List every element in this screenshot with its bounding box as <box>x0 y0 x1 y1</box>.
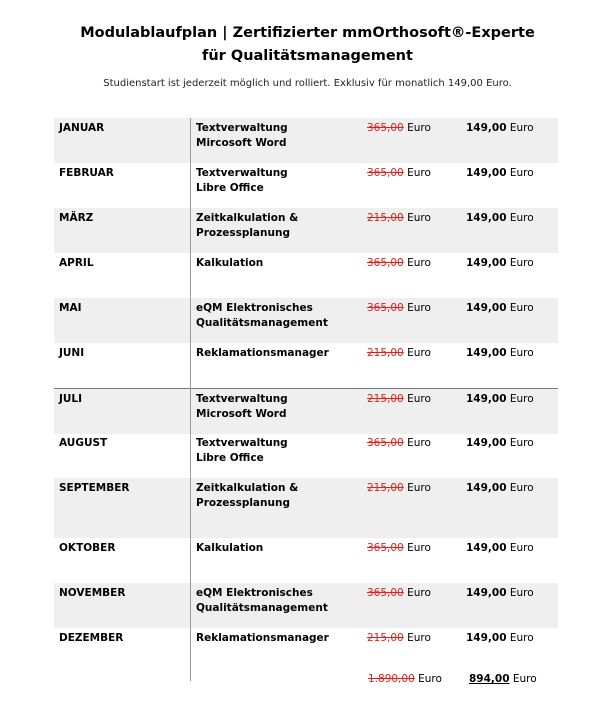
month-label: MAI <box>59 302 82 314</box>
module-line-1: Kalkulation <box>196 257 264 269</box>
new-price-value: 149,00 <box>466 122 507 134</box>
old-price-value: 365,00 <box>367 437 404 449</box>
old-price-currency: Euro <box>407 542 431 554</box>
old-price <box>367 481 431 496</box>
module-name <box>196 166 288 196</box>
module-name <box>196 631 329 646</box>
new-price-value: 149,00 <box>466 587 507 599</box>
module-line-1: Kalkulation <box>196 542 264 554</box>
page-title <box>0 22 615 68</box>
old-price <box>367 346 431 361</box>
module-line-1: Textverwaltung <box>196 437 288 449</box>
old-price <box>367 166 431 181</box>
old-price-value: 215,00 <box>367 632 404 644</box>
module-name <box>196 481 298 511</box>
new-price-value: 149,00 <box>466 437 507 449</box>
column-divider <box>190 118 191 681</box>
old-price-currency: Euro <box>407 212 431 224</box>
new-price-currency: Euro <box>509 482 534 494</box>
table-row <box>54 433 558 478</box>
new-price <box>466 346 534 361</box>
module-line-1: Textverwaltung <box>196 167 288 179</box>
module-name <box>196 121 288 151</box>
table-row <box>54 538 558 583</box>
new-price <box>466 256 534 271</box>
module-line-1: Textverwaltung <box>196 393 288 405</box>
table-row <box>54 298 558 343</box>
month-label: NOVEMBER <box>59 587 126 599</box>
module-line-2: Mircosoft Word <box>196 137 287 149</box>
module-line-1: Reklamationsmanager <box>196 347 329 359</box>
old-price-value: 365,00 <box>367 167 404 179</box>
old-price-currency: Euro <box>407 393 431 405</box>
module-line-2: Qualitätsmanagement <box>196 317 328 329</box>
old-price-currency: Euro <box>407 257 431 269</box>
old-price-currency: Euro <box>407 587 431 599</box>
total-new-currency: Euro <box>512 673 537 685</box>
module-line-2: Microsoft Word <box>196 408 287 420</box>
table-row <box>54 253 558 298</box>
month-label: JUNI <box>59 347 85 359</box>
new-price <box>466 301 534 316</box>
module-line-1: Zeitkalkulation & <box>196 482 299 494</box>
new-price-currency: Euro <box>509 437 534 449</box>
old-price-currency: Euro <box>407 122 431 134</box>
subtitle: Studienstart ist jederzeit möglich und rolliert. Exklusiv für monatlich 149,00 Euro. <box>103 78 512 89</box>
old-price-value: 215,00 <box>367 347 404 359</box>
new-price <box>466 631 534 646</box>
module-line-2: Prozessplanung <box>196 497 290 509</box>
month-label: MÄRZ <box>59 212 94 224</box>
old-price <box>367 541 431 556</box>
title-line-1: Modulablaufplan | Zertifizierter mmOrthosoft®-Experte <box>80 25 535 41</box>
module-name <box>196 211 298 241</box>
table-row <box>54 628 558 673</box>
total-new-value: 894,00 <box>469 673 510 685</box>
new-price-value: 149,00 <box>466 167 507 179</box>
new-price-value: 149,00 <box>466 257 507 269</box>
old-price-currency: Euro <box>407 482 431 494</box>
module-name <box>196 586 328 616</box>
new-price-currency: Euro <box>509 542 534 554</box>
new-price-currency: Euro <box>509 257 534 269</box>
old-price <box>367 121 431 136</box>
old-price <box>367 256 431 271</box>
module-name <box>196 301 328 331</box>
new-price-value: 149,00 <box>466 212 507 224</box>
old-price <box>367 301 431 316</box>
new-price-currency: Euro <box>509 632 534 644</box>
module-name <box>196 346 329 361</box>
old-price-value: 215,00 <box>367 393 404 405</box>
new-price-value: 149,00 <box>466 482 507 494</box>
new-price <box>466 436 534 451</box>
module-name <box>196 392 288 422</box>
table-row <box>54 388 558 434</box>
new-price <box>466 586 534 601</box>
table-row <box>54 118 558 163</box>
new-price-currency: Euro <box>509 347 534 359</box>
old-price <box>367 586 431 601</box>
old-price-currency: Euro <box>407 167 431 179</box>
module-name <box>196 541 263 556</box>
new-price <box>466 121 534 136</box>
title-line-2: für Qualitätsmanagement <box>202 48 413 64</box>
new-price <box>466 211 534 226</box>
new-price-currency: Euro <box>509 393 534 405</box>
old-price <box>367 631 431 646</box>
month-label: JULI <box>59 393 83 405</box>
old-price <box>367 392 431 407</box>
month-label: SEPTEMBER <box>59 482 130 494</box>
old-price <box>367 211 431 226</box>
month-label: FEBRUAR <box>59 167 114 179</box>
old-price-value: 215,00 <box>367 482 404 494</box>
new-price-currency: Euro <box>509 122 534 134</box>
module-name <box>196 436 288 466</box>
new-price <box>466 481 534 496</box>
new-price-value: 149,00 <box>466 347 507 359</box>
month-label: JANUAR <box>59 122 105 134</box>
month-label: DEZEMBER <box>59 632 124 644</box>
module-line-2: Qualitätsmanagement <box>196 602 328 614</box>
module-line-1: Textverwaltung <box>196 122 288 134</box>
old-price-value: 365,00 <box>367 542 404 554</box>
month-label: OKTOBER <box>59 542 116 554</box>
total-old-currency: Euro <box>418 673 442 685</box>
month-label: APRIL <box>59 257 94 269</box>
new-price-currency: Euro <box>509 587 534 599</box>
total-old-value: 1.890,00 <box>368 673 415 685</box>
month-label: AUGUST <box>59 437 108 449</box>
table-row <box>54 343 558 388</box>
module-line-2: Libre Office <box>196 452 264 464</box>
table-row <box>54 478 558 538</box>
module-name <box>196 256 263 271</box>
new-price-currency: Euro <box>509 302 534 314</box>
table-row <box>54 163 558 208</box>
old-price-value: 215,00 <box>367 212 404 224</box>
new-price-value: 149,00 <box>466 632 507 644</box>
total-old-price <box>368 673 442 685</box>
old-price-currency: Euro <box>407 632 431 644</box>
module-line-2: Libre Office <box>196 182 264 194</box>
old-price-currency: Euro <box>407 347 431 359</box>
new-price-currency: Euro <box>509 167 534 179</box>
module-line-1: eQM Elektronisches <box>196 302 313 314</box>
module-line-1: Reklamationsmanager <box>196 632 329 644</box>
new-price <box>466 392 534 407</box>
old-price-currency: Euro <box>407 302 431 314</box>
module-line-1: eQM Elektronisches <box>196 587 313 599</box>
new-price <box>466 541 534 556</box>
total-new-price <box>469 673 537 685</box>
new-price-value: 149,00 <box>466 302 507 314</box>
old-price-value: 365,00 <box>367 302 404 314</box>
new-price-currency: Euro <box>509 212 534 224</box>
old-price-currency: Euro <box>407 437 431 449</box>
new-price-value: 149,00 <box>466 542 507 554</box>
old-price-value: 365,00 <box>367 122 404 134</box>
module-line-1: Zeitkalkulation & <box>196 212 299 224</box>
module-line-2: Prozessplanung <box>196 227 290 239</box>
new-price <box>466 166 534 181</box>
old-price <box>367 436 431 451</box>
old-price-value: 365,00 <box>367 587 404 599</box>
new-price-value: 149,00 <box>466 393 507 405</box>
table-row <box>54 583 558 628</box>
old-price-value: 365,00 <box>367 257 404 269</box>
table-row <box>54 208 558 253</box>
